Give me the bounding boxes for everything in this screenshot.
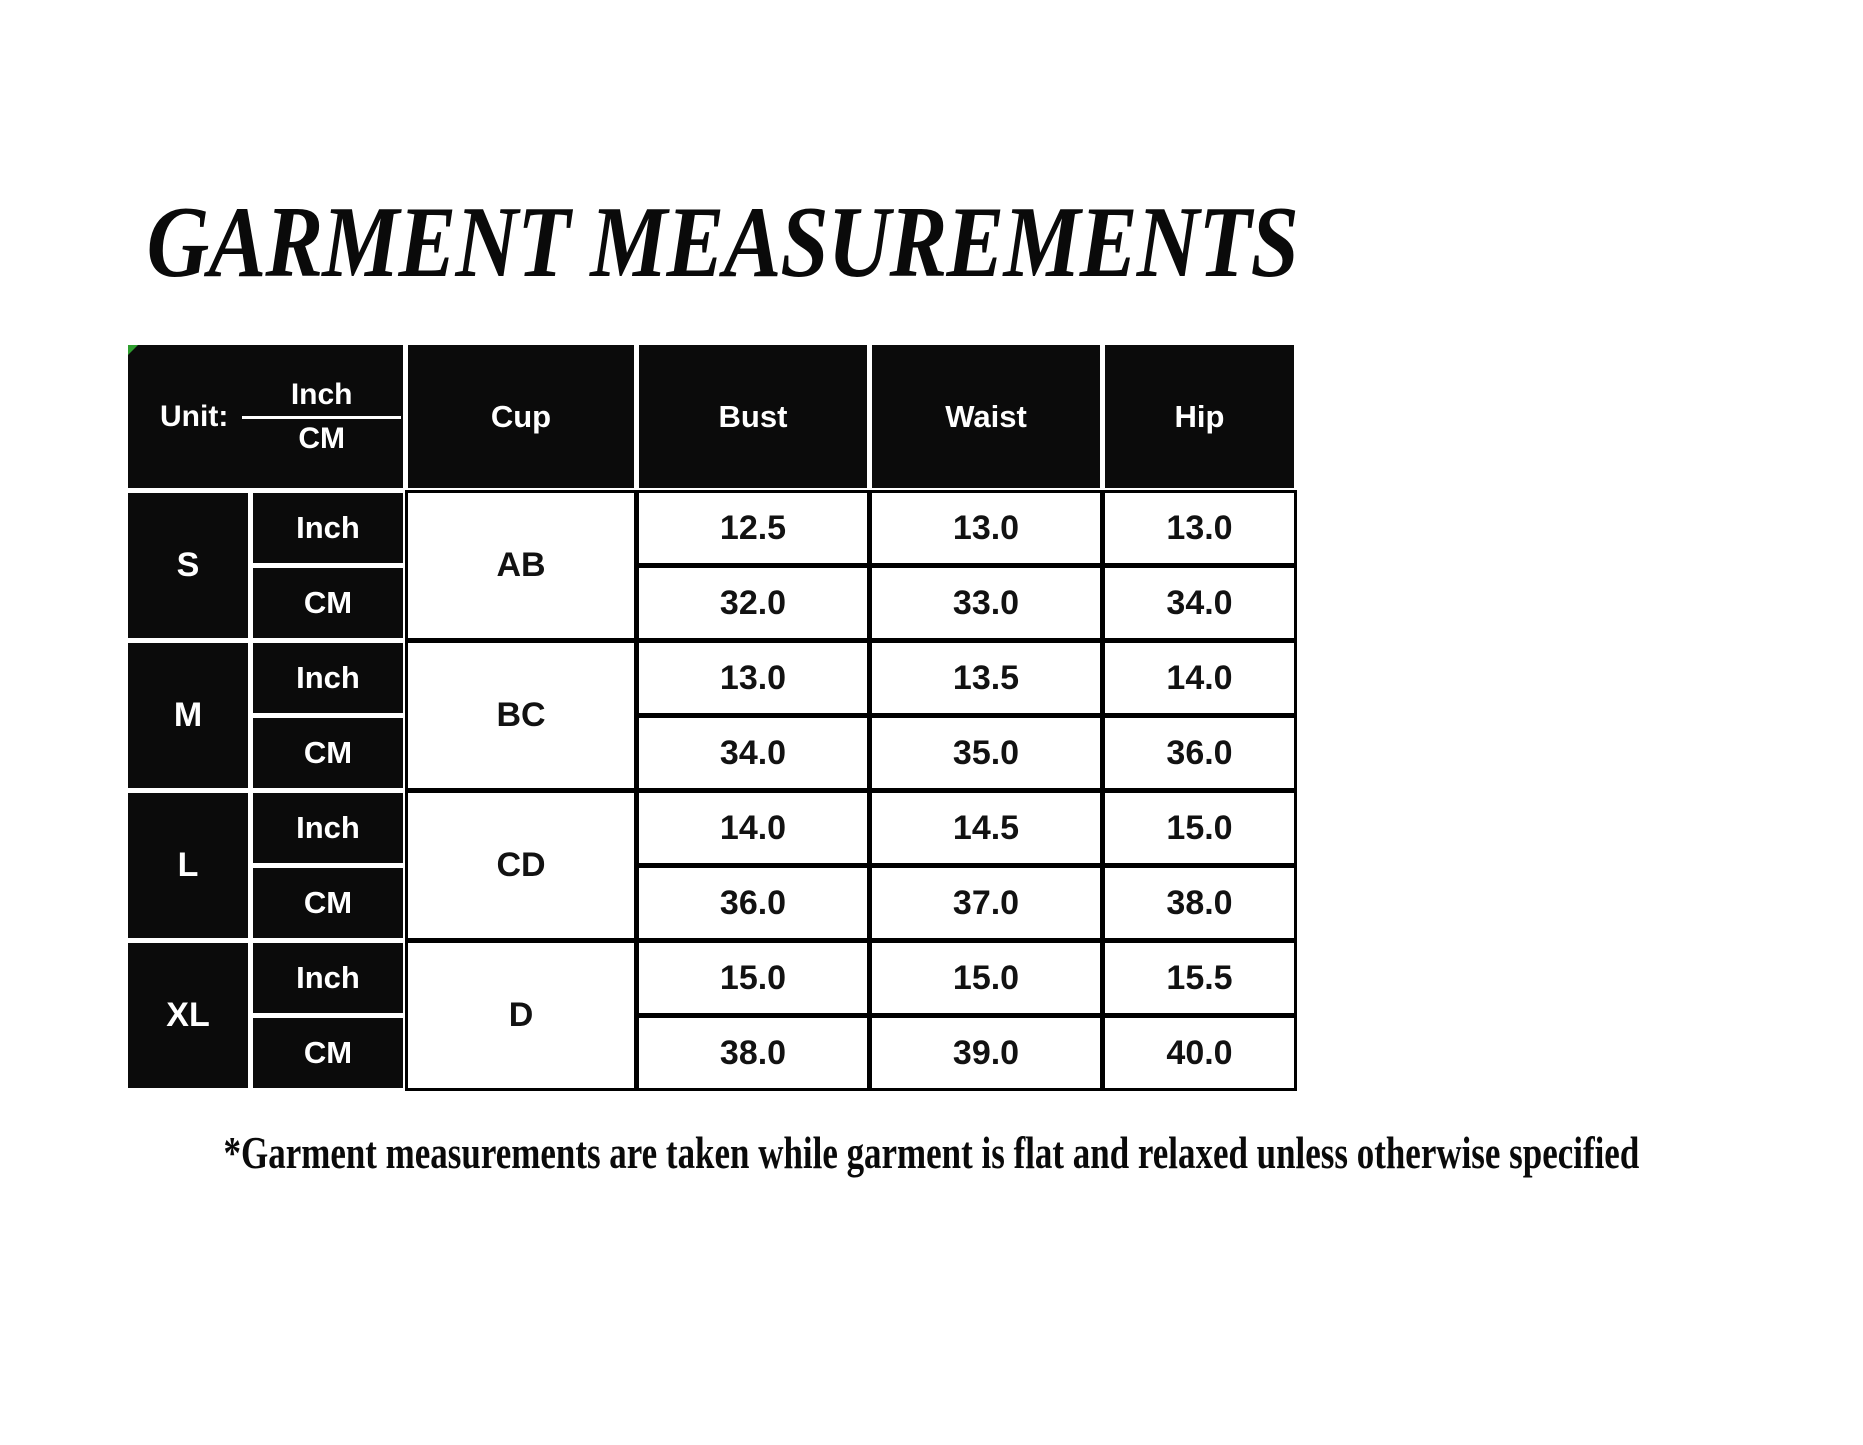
value-s-cm-hip: 34.0 (1105, 568, 1294, 638)
value-m-cm-waist: 35.0 (872, 718, 1100, 788)
cup-cell-xl: D (408, 943, 634, 1088)
value-xl-cm-waist: 39.0 (872, 1018, 1100, 1088)
value-m-cm-hip: 36.0 (1105, 718, 1294, 788)
value-m-inch-waist: 13.5 (872, 643, 1100, 713)
unit-header-cell (128, 345, 403, 488)
unit-row-label: Inch (253, 793, 403, 863)
value-s-inch-waist: 13.0 (872, 493, 1100, 563)
header-bust: Bust (639, 345, 867, 488)
header-cup: Cup (408, 345, 634, 488)
size-chart-table (128, 345, 1294, 1088)
footnote (0, 1127, 1640, 1179)
header-hip: Hip (1105, 345, 1294, 488)
value-l-inch-hip: 15.0 (1105, 793, 1294, 863)
corner-marker-icon (128, 345, 138, 355)
cup-cell-s: AB (408, 493, 634, 638)
unit-fraction (242, 378, 401, 456)
size-chart (128, 345, 1294, 1088)
size-cell-m: M (128, 643, 248, 788)
value-m-cm-bust: 34.0 (639, 718, 867, 788)
header-waist: Waist (872, 345, 1100, 488)
cup-cell-l: CD (408, 793, 634, 938)
size-cell-l: L (128, 793, 248, 938)
page-title (0, 186, 1445, 299)
unit-inch-label: Inch (242, 378, 401, 419)
unit-row-label: CM (253, 568, 403, 638)
value-l-inch-waist: 14.5 (872, 793, 1100, 863)
value-s-cm-bust: 32.0 (639, 568, 867, 638)
value-l-inch-bust: 14.0 (639, 793, 867, 863)
value-xl-inch-hip: 15.5 (1105, 943, 1294, 1013)
value-xl-cm-hip: 40.0 (1105, 1018, 1294, 1088)
page-title-text: GARMENT MEASUREMENTS (146, 186, 1299, 299)
value-xl-cm-bust: 38.0 (639, 1018, 867, 1088)
unit-row-label: CM (253, 718, 403, 788)
unit-row-label: CM (253, 1018, 403, 1088)
value-l-cm-hip: 38.0 (1105, 868, 1294, 938)
value-m-inch-bust: 13.0 (639, 643, 867, 713)
unit-cm-label: CM (298, 421, 345, 455)
value-l-cm-bust: 36.0 (639, 868, 867, 938)
unit-label: Unit: (160, 399, 229, 433)
size-cell-xl: XL (128, 943, 248, 1088)
size-cell-s: S (128, 493, 248, 638)
unit-row-label: Inch (253, 493, 403, 563)
value-s-cm-waist: 33.0 (872, 568, 1100, 638)
value-s-inch-bust: 12.5 (639, 493, 867, 563)
footnote-text: *Garment measurements are taken while garment is flat and relaxed unless otherwise specified (223, 1127, 1640, 1178)
unit-row-label: Inch (253, 943, 403, 1013)
unit-row-label: CM (253, 868, 403, 938)
value-m-inch-hip: 14.0 (1105, 643, 1294, 713)
value-s-inch-hip: 13.0 (1105, 493, 1294, 563)
value-l-cm-waist: 37.0 (872, 868, 1100, 938)
unit-row-label: Inch (253, 643, 403, 713)
value-xl-inch-bust: 15.0 (639, 943, 867, 1013)
value-xl-inch-waist: 15.0 (872, 943, 1100, 1013)
cup-cell-m: BC (408, 643, 634, 788)
